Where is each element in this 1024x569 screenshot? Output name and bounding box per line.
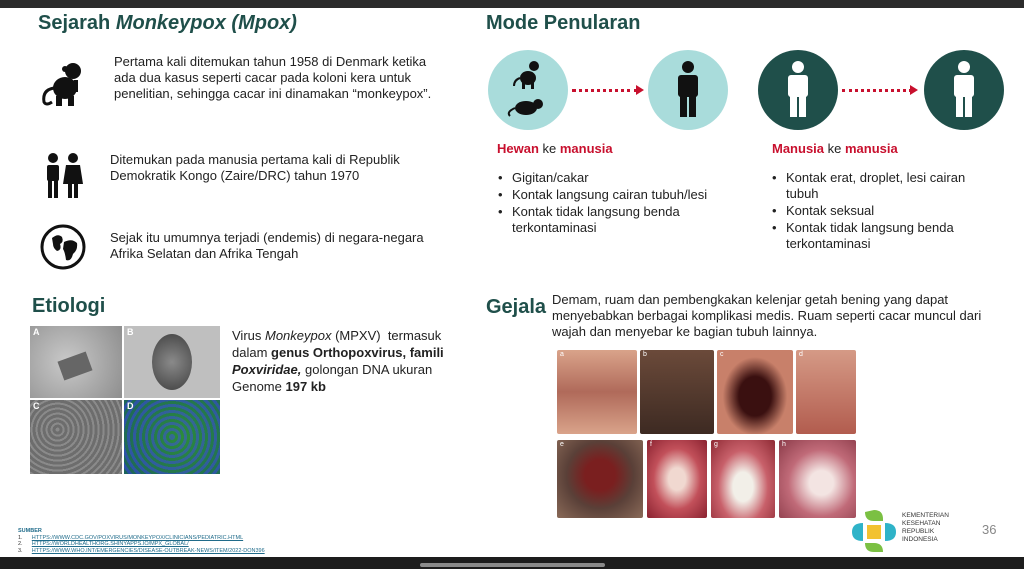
source-link-3[interactable]: HTTPS://WWW.WHO.INT/EMERGENCIES/DISEASE-OUTBREAK-NEWS/ITEM/2022-DON396 bbox=[31, 547, 265, 554]
source-link-1[interactable]: HTTPS://WWW.CDC.GOV/POXVIRUS/MONKEYPOX/CLINICIANS/PEDIATRIC.HTML bbox=[31, 534, 244, 541]
sejarah-item-1: Pertama kali ditemukan tahun 1958 di Denmark ketika ada dua kasus seperti cacar pada koloni kera untuk penelitian, sehingga cacar ini dinamakan “monkeypox”. bbox=[114, 54, 432, 101]
arrowhead-right bbox=[910, 85, 918, 95]
kemenkes-logo-icon bbox=[850, 508, 898, 559]
human-transmission-list bbox=[772, 170, 982, 253]
subtitle-human-to-human: Manusia ke manusia bbox=[772, 141, 898, 156]
animal-transmission-list bbox=[498, 170, 718, 237]
symptom-photo-h: h bbox=[779, 440, 856, 518]
list-item: • Kontak langsung cairan tubuh/lesi bbox=[498, 187, 718, 203]
arrowhead-left bbox=[636, 85, 644, 95]
gejala-text: Demam, ruam dan pembengkakan kelenjar getah bening yang dapat menyebabkan berbagai komplikasi medis. Ruam seperti cacar muncul dari wajah dan menyebar ke bagian tubuh lainnya. bbox=[552, 292, 982, 339]
etiologi-text: Virus Monkeypox (MPXV) termasuk dalam genus Orthopoxvirus, famili Poxviridae, golongan DNA ukuran Genome 197 kb bbox=[232, 328, 448, 394]
etiologi-title: Etiologi bbox=[32, 295, 106, 317]
list-item: • Kontak seksual bbox=[772, 203, 982, 219]
micrograph-d: D bbox=[124, 400, 220, 474]
subtitle-animal-to-human: Hewan ke manusia bbox=[497, 141, 613, 156]
home-indicator bbox=[420, 563, 605, 567]
symptom-photo-c: c bbox=[717, 350, 793, 434]
globe-icon bbox=[40, 224, 86, 275]
symptom-photo-f: f bbox=[647, 440, 707, 518]
animal-circle bbox=[488, 50, 568, 130]
list-item: • Kontak tidak langsung benda terkontaminasi bbox=[772, 220, 982, 252]
monkey-rat-icon bbox=[500, 58, 556, 122]
symptom-photo-b: b bbox=[640, 350, 714, 434]
arrow-left bbox=[572, 89, 638, 92]
symptom-photo-d: d bbox=[796, 350, 856, 434]
sources: SUMBER 1. HTTPS://WWW.CDC.GOV/POXVIRUS/MONKEYPOX/CLINICIANS/PEDIATRIC.HTML 2. HTTPS://WORLDHEALTHORG.SHINYAPPS.IO/MPX_GLOBAL/ 3. HTTPS://WWW.WHO.INT/EMERGENCIES/DISEASE-OUTBREAK-NEWS/ITEM/2022-DON396 bbox=[18, 528, 265, 554]
micrograph-b: B bbox=[124, 326, 220, 398]
person-icon bbox=[673, 61, 703, 119]
list-item: • Kontak erat, droplet, lesi cairan tubuh bbox=[772, 170, 982, 202]
person-icon bbox=[783, 61, 813, 119]
page-number: 36 bbox=[982, 522, 997, 537]
human-circle-3 bbox=[924, 50, 1004, 130]
source-link-2[interactable]: HTTPS://WORLDHEALTHORG.SHINYAPPS.IO/MPX_GLOBAL/ bbox=[31, 541, 189, 547]
bottom-bar bbox=[0, 557, 1024, 569]
sources-title: SUMBER bbox=[18, 528, 42, 534]
sejarah-title: Sejarah Monkeypox (Mpox) bbox=[38, 12, 297, 34]
arrow-right bbox=[842, 89, 912, 92]
gejala-title: Gejala bbox=[486, 296, 547, 318]
kemenkes-logo-text: KEMENTERIAN KESEHATAN REPUBLIK INDONESIA bbox=[902, 512, 949, 543]
micrograph-c: C bbox=[30, 400, 122, 474]
mode-title: Mode Penularan bbox=[486, 12, 641, 34]
people-icon bbox=[42, 152, 84, 205]
symptom-photo-a: a bbox=[557, 350, 637, 434]
person-icon bbox=[949, 61, 979, 119]
micrograph-a: A bbox=[30, 326, 122, 398]
symptom-photo-e: e bbox=[557, 440, 643, 518]
human-circle-1 bbox=[648, 50, 728, 130]
list-item: • Gigitan/cakar bbox=[498, 170, 718, 186]
top-bar bbox=[0, 0, 1024, 8]
symptom-photo-g: g bbox=[711, 440, 775, 518]
monkey-icon bbox=[38, 58, 88, 113]
list-item: • Kontak tidak langsung benda terkontaminasi bbox=[498, 204, 718, 236]
sejarah-item-3: Sejak itu umumnya terjadi (endemis) di negara-negara Afrika Selatan dan Afrika Tengah bbox=[110, 230, 424, 261]
sejarah-item-2: Ditemukan pada manusia pertama kali di Republik Demokratik Kongo (Zaire/DRC) tahun 1970 bbox=[110, 152, 400, 183]
human-circle-2 bbox=[758, 50, 838, 130]
